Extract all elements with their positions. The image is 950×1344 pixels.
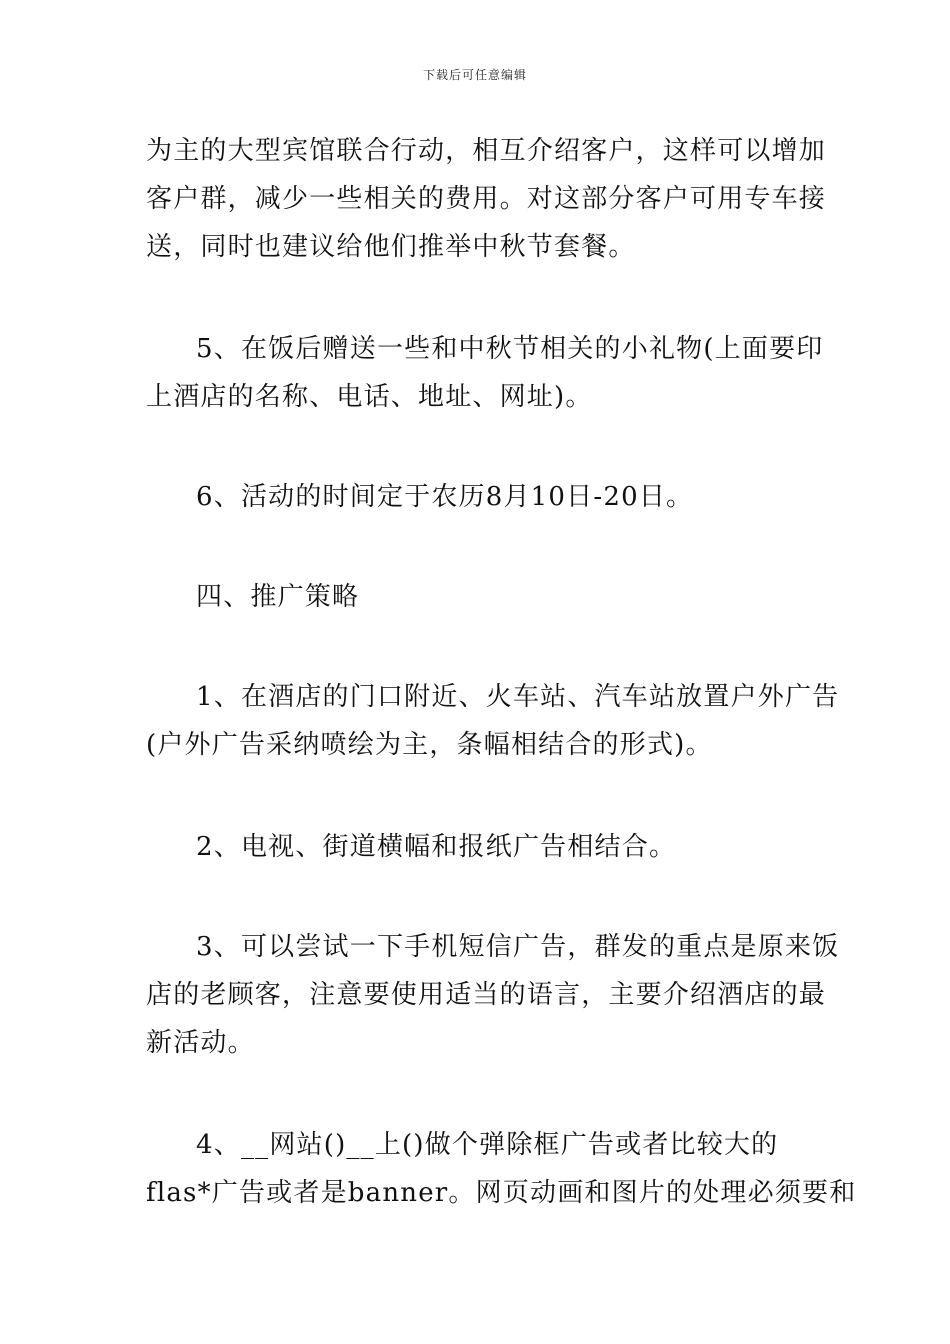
paragraph-line: 5、在饭后赠送一些和中秋节相关的小礼物(上面要印	[196, 334, 824, 364]
paragraph-line: 3、可以尝试一下手机短信广告，群发的重点是原来饭	[196, 932, 840, 962]
paragraph-line: 上酒店的名称、电话、地址、网址)。	[146, 382, 593, 412]
page-header: 下载后可任意编辑	[422, 68, 527, 82]
paragraph-line: 客户群，减少一些相关的费用。对这部分客户可用专车接	[146, 184, 827, 214]
paragraph-line: 2、电视、街道横幅和报纸广告相结合。	[196, 832, 677, 862]
paragraph-line: 送，同时也建议给他们推举中秋节套餐。	[146, 232, 636, 262]
paragraph-line: 6、活动的时间定于农历8月10日-20日。	[196, 482, 694, 512]
paragraph-line: flas*广告或者是banner。网页动画和图片的处理必须要和	[146, 1178, 857, 1208]
paragraph-line: 1、在酒店的门口附近、火车站、汽车站放置户外广告	[196, 682, 840, 712]
paragraph-line: 4、__网站()__上()做个弹除框广告或者比较大的	[196, 1130, 779, 1160]
paragraph-line: 店的老顾客，注意要使用适当的语言，主要介绍酒店的最	[146, 980, 827, 1010]
section-heading: 四、推广策略	[196, 582, 360, 612]
paragraph-line: (户外广告采纳喷绘为主，条幅相结合的形式)。	[146, 730, 713, 760]
paragraph-line: 为主的大型宾馆联合行动，相互介绍客户，这样可以增加	[146, 136, 827, 166]
paragraph-line: 新活动。	[146, 1028, 255, 1058]
